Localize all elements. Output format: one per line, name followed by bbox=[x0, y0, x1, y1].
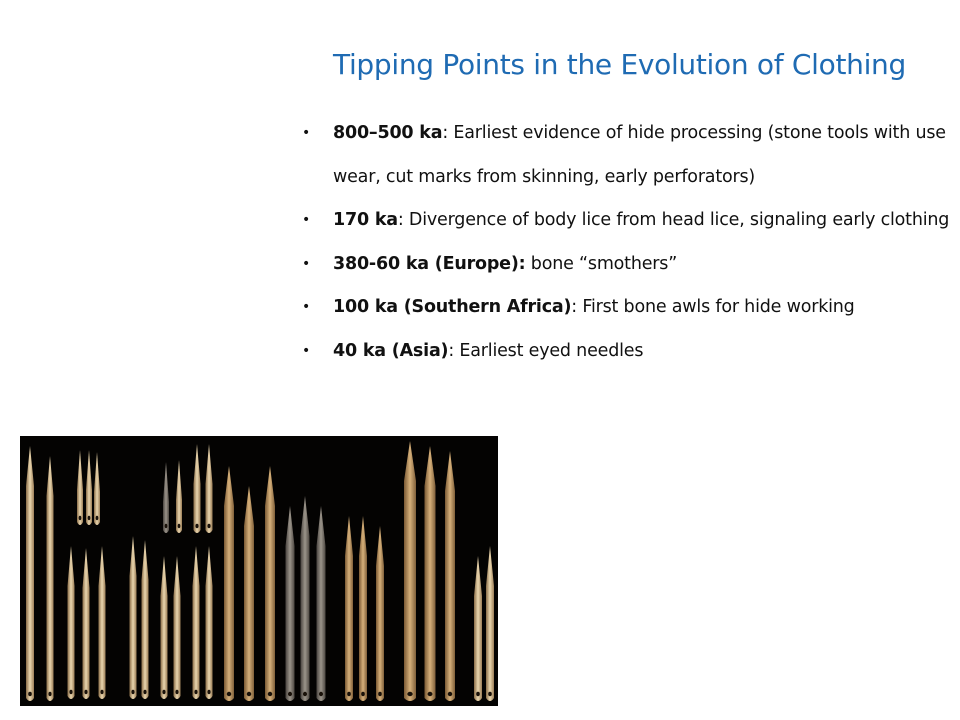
needle-eye bbox=[195, 524, 198, 528]
bone-needle bbox=[301, 496, 310, 701]
needle-eye bbox=[428, 692, 433, 696]
bullet-date: 800–500 ka bbox=[333, 123, 443, 143]
bone-needle bbox=[68, 546, 75, 699]
needle-eye bbox=[28, 692, 32, 696]
bullet-text: : Divergence of body lice from head lice, signaling early clothing bbox=[397, 210, 950, 230]
bone-needle bbox=[206, 546, 213, 699]
needle-eye bbox=[162, 690, 165, 694]
needle-eye bbox=[79, 516, 82, 520]
bone-needle bbox=[206, 444, 213, 533]
bullet-date: 40 ka (Asia) bbox=[333, 340, 449, 361]
bullet-marker: • bbox=[302, 125, 311, 141]
needle-eye bbox=[88, 516, 91, 520]
bone-needle bbox=[130, 536, 137, 699]
needle-eye bbox=[69, 690, 72, 694]
bone-needle bbox=[265, 466, 275, 701]
needle-eye bbox=[84, 690, 87, 694]
needle-eye bbox=[178, 524, 181, 528]
needle-eye bbox=[131, 690, 134, 694]
needle-eye bbox=[207, 524, 210, 528]
bone-needle bbox=[83, 548, 90, 699]
bone-needle bbox=[194, 444, 201, 533]
bone-needle bbox=[244, 486, 254, 701]
needle-eye bbox=[48, 692, 51, 696]
needle-eye bbox=[175, 690, 178, 694]
bullet-text: : First bone awls for hide working bbox=[571, 297, 855, 317]
bullet-date: 100 ka (Southern Africa) bbox=[333, 297, 572, 317]
bone-needle bbox=[317, 506, 326, 701]
needle-eye bbox=[165, 524, 168, 528]
list-item bbox=[300, 243, 950, 287]
bullet-marker: • bbox=[302, 342, 311, 359]
bone-needle bbox=[359, 516, 367, 701]
needle-eye bbox=[96, 516, 99, 520]
needle-eye bbox=[207, 690, 210, 694]
needle-eye bbox=[143, 690, 146, 694]
bone-needle bbox=[47, 456, 54, 701]
bone-needles-illustration bbox=[20, 436, 498, 706]
bone-needles-photo bbox=[20, 436, 498, 706]
bone-needle bbox=[445, 451, 455, 701]
needle-eye bbox=[476, 692, 480, 696]
bullet-marker: • bbox=[302, 212, 311, 228]
bone-needle bbox=[345, 516, 353, 701]
bullet-date: 380-60 ka (Europe): bbox=[333, 253, 526, 274]
bullet-text: : Earliest evidence of hide processing (stone tools with use wear, cut marks from skinning, early perforators) bbox=[333, 123, 946, 187]
bone-needle bbox=[193, 546, 200, 699]
needle-eye bbox=[448, 692, 453, 696]
bone-needle bbox=[163, 462, 169, 533]
bullet-date: 170 ka bbox=[333, 210, 398, 230]
needle-eye bbox=[247, 692, 252, 696]
bone-needle bbox=[174, 556, 181, 699]
bone-needle bbox=[142, 540, 149, 699]
bone-needle bbox=[86, 450, 92, 525]
needle-eye bbox=[378, 692, 382, 696]
needle-eye bbox=[268, 692, 273, 696]
bone-needle bbox=[486, 546, 494, 701]
bullet-text: bone “smothers” bbox=[525, 253, 678, 274]
needle-eye bbox=[319, 692, 323, 696]
bone-needle bbox=[286, 506, 295, 701]
needle-eye bbox=[288, 692, 292, 696]
bullet-marker: • bbox=[302, 299, 311, 315]
bullet-marker: • bbox=[302, 255, 311, 272]
bone-needle bbox=[425, 446, 436, 701]
list-item bbox=[300, 199, 950, 243]
bone-needle bbox=[161, 556, 168, 699]
bone-needle bbox=[404, 441, 416, 701]
bone-needle bbox=[376, 526, 384, 701]
needle-eye bbox=[303, 692, 307, 696]
bone-needle bbox=[224, 466, 234, 701]
needle-eye bbox=[347, 692, 351, 696]
needle-eye bbox=[407, 692, 412, 696]
bone-needle bbox=[99, 546, 106, 699]
bone-needle bbox=[26, 446, 34, 701]
needle-eye bbox=[488, 692, 492, 696]
list-item bbox=[300, 112, 950, 199]
list-item bbox=[300, 286, 950, 330]
bone-needle bbox=[77, 450, 83, 525]
bullet-list bbox=[300, 112, 950, 373]
slide-title: Tipping Points in the Evolution of Clothing bbox=[333, 48, 906, 81]
list-item bbox=[300, 330, 950, 374]
needle-eye bbox=[100, 690, 103, 694]
needle-eye bbox=[361, 692, 365, 696]
bone-needle bbox=[474, 556, 482, 701]
bone-needle bbox=[176, 460, 182, 533]
bone-needle bbox=[94, 452, 100, 525]
bullet-text: : Earliest eyed needles bbox=[448, 340, 644, 361]
needle-eye bbox=[227, 692, 232, 696]
needle-eye bbox=[194, 690, 197, 694]
